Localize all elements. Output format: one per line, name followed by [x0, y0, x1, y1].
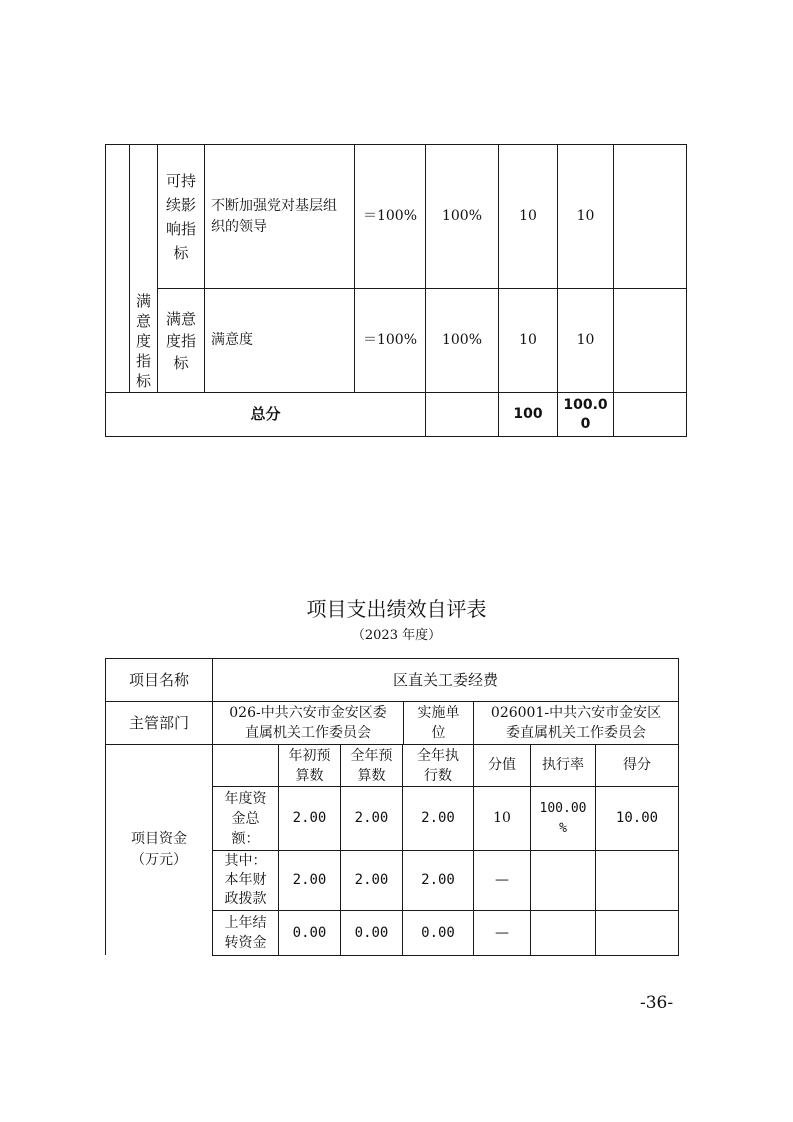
rate-cell [531, 911, 595, 955]
weight-cell: — [495, 872, 509, 888]
remark-cell [614, 289, 686, 392]
category-cell: 满 意 度 指 标 [135, 291, 151, 390]
total-label: 总分 [250, 405, 281, 423]
dept-label: 主管部门 [128, 713, 189, 732]
executed-cell: 2.00 [421, 810, 455, 826]
score-cell: 10.00 [615, 810, 659, 826]
weight-cell: 10 [493, 810, 511, 826]
target-cell: ＝100% [362, 332, 418, 348]
header-rate: 执行率 [542, 757, 584, 773]
row-label-fiscal: 其中： 本年财 政拨款 [224, 853, 267, 907]
initial-budget-cell: 0.00 [292, 924, 327, 941]
actual-cell: 100% [441, 208, 483, 224]
impl-value: 026001-中共六安市金安区 委直属机关工作委员会 [490, 705, 662, 741]
rate-cell [531, 851, 595, 910]
header-initial-budget: 年初预 算数 [288, 747, 331, 784]
executed-cell: 0.00 [421, 924, 455, 941]
funds-label: 项目资金 （万元） [131, 831, 187, 868]
initial-budget-cell: 2.00 [292, 872, 327, 888]
total-score: 100.0 0 [563, 396, 608, 432]
target-cell: ＝100% [362, 208, 418, 224]
project-name-label: 项目名称 [128, 670, 189, 689]
header-executed: 全年执 行数 [417, 747, 459, 784]
annual-budget-cell: 0.00 [354, 924, 389, 941]
annual-budget-cell: 2.00 [354, 810, 389, 826]
weight-cell: 10 [519, 332, 537, 348]
category-cell [130, 145, 157, 288]
header-score: 得分 [623, 757, 651, 773]
indicator-cell: 不断加强党对基层组 织的领导 [211, 197, 337, 235]
initial-budget-cell: 2.00 [292, 810, 327, 826]
impl-label: 实施单 位 [417, 705, 460, 741]
subcategory-cell: 满意 度指 标 [165, 309, 196, 372]
remark-cell [614, 145, 686, 288]
annual-budget-cell: 2.00 [354, 872, 389, 888]
dept-value: 026-中共六安市金安区委 直属机关工作委员会 [229, 705, 387, 741]
score-cell: 10 [576, 208, 595, 224]
project-name-value: 区直关工委经费 [392, 670, 498, 689]
weight-cell: — [495, 924, 509, 941]
indicator-cell: 满意度 [211, 332, 253, 348]
rate-cell: 100.00 % [539, 800, 587, 836]
header-weight: 分值 [488, 757, 516, 773]
header-annual-budget: 全年预 算数 [350, 747, 393, 784]
score-cell [596, 851, 678, 910]
page-number: -36- [640, 993, 674, 1013]
actual-cell: 100% [441, 332, 483, 348]
table-year: （2023 年度） [351, 628, 442, 643]
table-title: 项目支出绩效自评表 [306, 597, 487, 621]
total-weight: 100 [513, 406, 543, 422]
weight-cell: 10 [519, 208, 537, 224]
score-cell: 10 [576, 332, 595, 348]
subcategory-cell: 可持 续影 响指 标 [165, 171, 196, 262]
score-cell [596, 911, 678, 955]
row-label-total-funds: 年度资 金总 额： [224, 790, 267, 847]
row-label-carryover: 上年结 转资金 [224, 915, 267, 951]
executed-cell: 2.00 [421, 872, 455, 888]
